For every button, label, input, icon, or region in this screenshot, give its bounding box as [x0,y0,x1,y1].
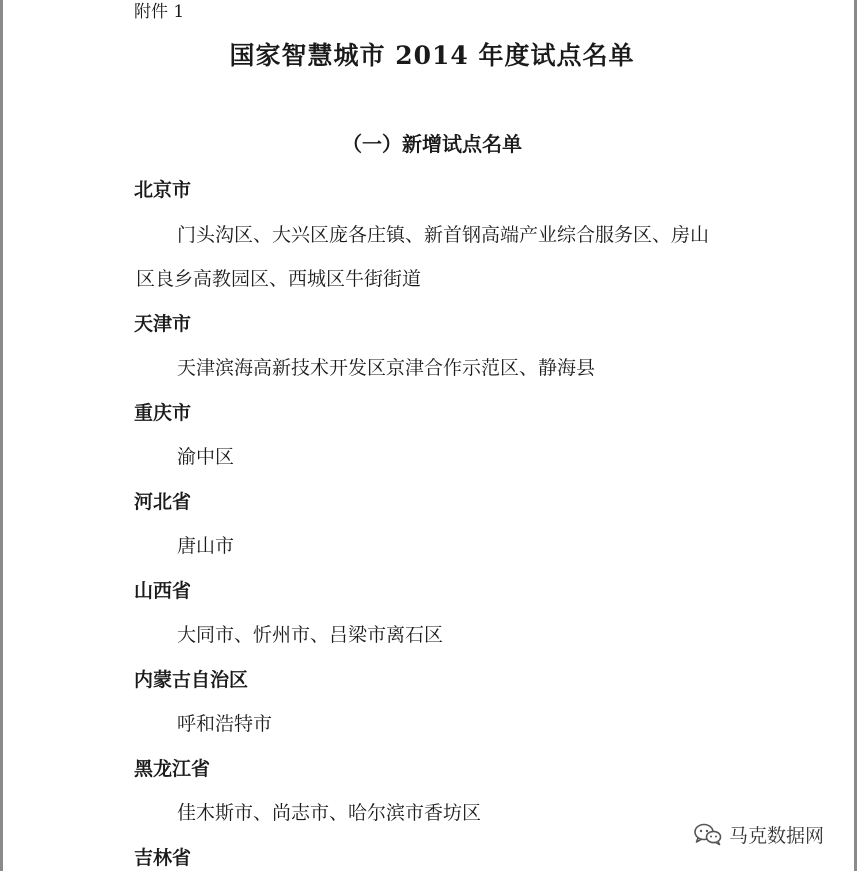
watermark-text: 马克数据网 [729,824,825,847]
section-heading: （一）新增试点名单 [342,132,522,156]
region-entries: 唐山市 [177,535,235,557]
document-page [3,0,854,871]
region-name: 黑龙江省 [134,758,211,780]
region-entries: 渝中区 [177,446,235,468]
wechat-icon [693,822,723,846]
watermark [689,820,828,848]
region-name: 天津市 [134,313,192,335]
region-entries-continued: 区良乡高教园区、西城区牛街街道 [136,268,422,290]
region-name: 重庆市 [134,402,192,424]
region-entries: 佳木斯市、尚志市、哈尔滨市香坊区 [177,802,482,824]
region-entries: 门头沟区、大兴区庞各庄镇、新首钢高端产业综合服务区、房山 [177,224,710,246]
region-name: 内蒙古自治区 [134,669,249,691]
attachment-label: 附件 1 [134,2,185,22]
region-name: 吉林省 [134,847,192,869]
region-entries: 呼和浩特市 [177,713,273,735]
region-name: 北京市 [134,179,192,201]
document-title: 国家智慧城市 2014 年度试点名单 [229,41,635,70]
region-name: 山西省 [134,580,192,602]
region-entries: 天津滨海高新技术开发区京津合作示范区、静海县 [177,357,596,379]
region-entries: 大同市、忻州市、吕梁市离石区 [177,624,444,646]
region-name: 河北省 [134,491,192,513]
